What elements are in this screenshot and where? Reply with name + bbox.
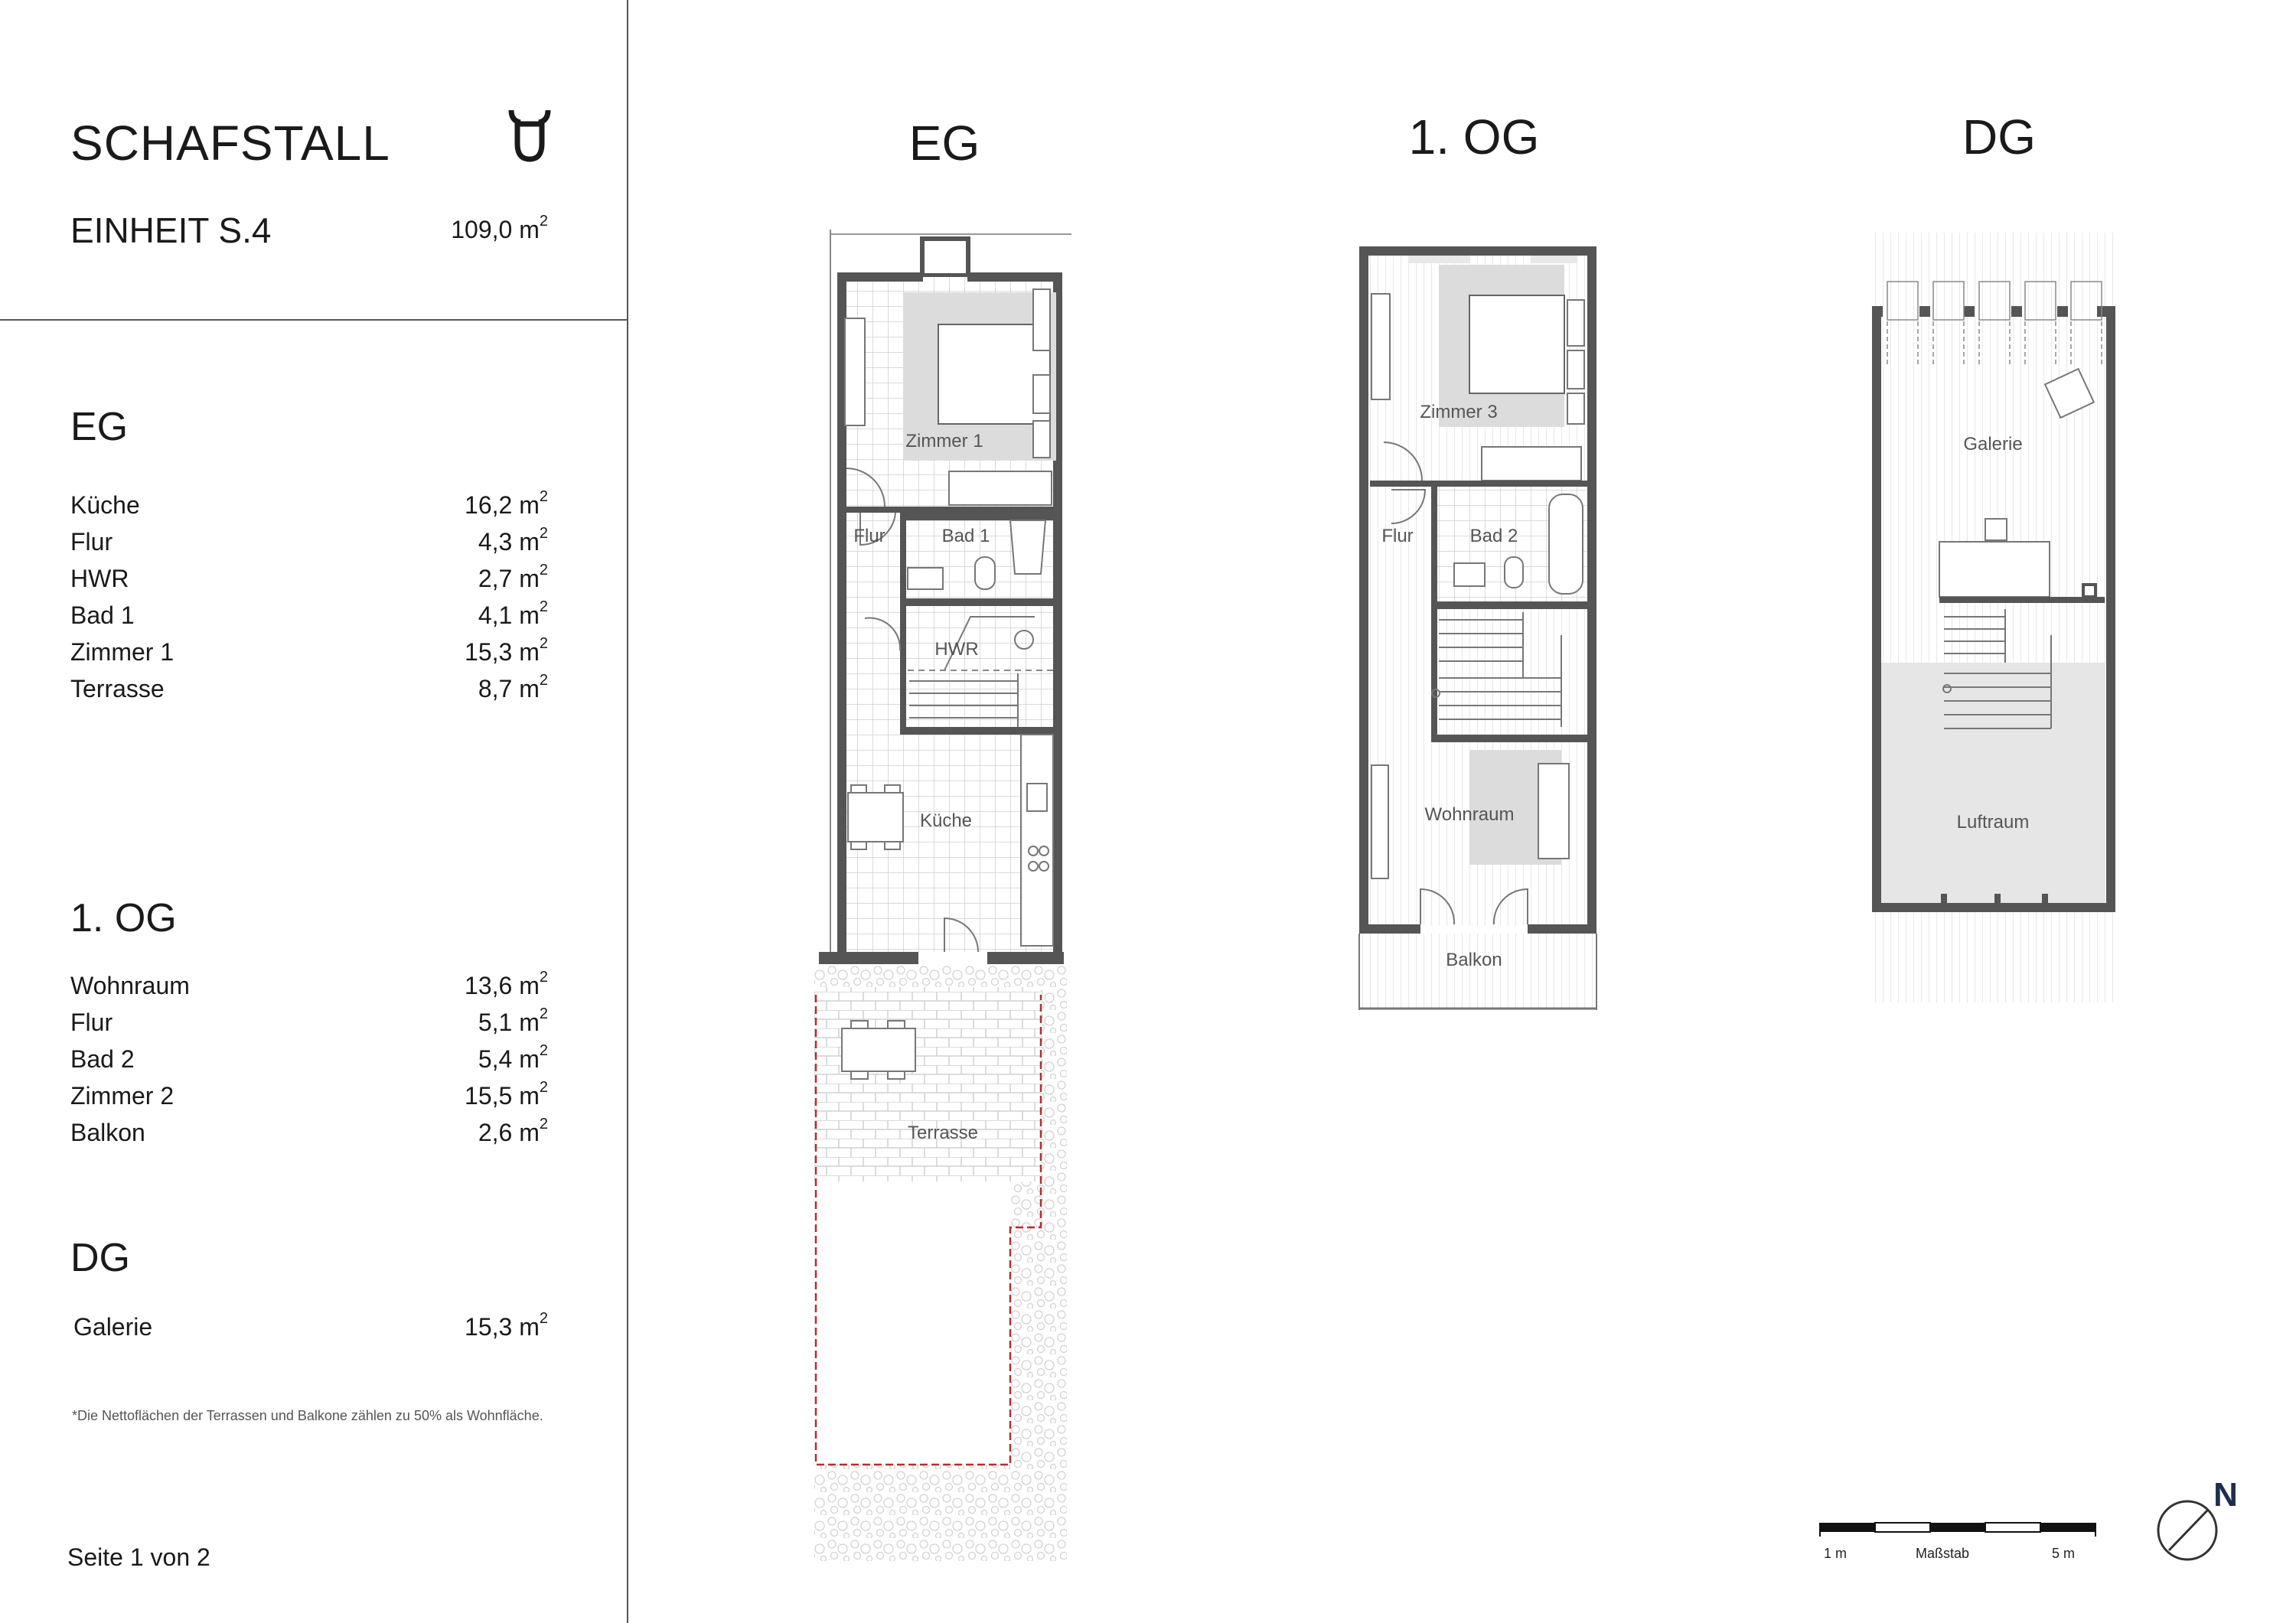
room-label-terrasse: Terrasse [907,1123,979,1143]
sheep-logo-icon [505,104,554,165]
room-row: Bad 2 5,4 $m^2$ [70,1042,548,1073]
floor-plan-og [1355,214,1607,1025]
floor-plan-eg [811,214,1087,1584]
floor-plan-dg [1860,214,2120,1025]
room-label-bad2: Bad 2 [1469,526,1518,546]
scale-label-left: 1 m [1823,1546,1848,1561]
unit-total-area: 109,0 $m^2$ [451,213,548,243]
room-row: Flur 4,3 $m^2$ [70,525,548,556]
floor-heading-dg: DG [1962,109,2036,165]
info-panel [0,0,627,1623]
floor-heading-og: 1. OG [1408,109,1540,165]
scale-label-mid: Maßstab [1915,1546,1970,1561]
room-row: Zimmer 2 15,5 $m^2$ [70,1079,548,1110]
room-row: Flur 5,1 $m^2$ [70,1005,548,1036]
room-label-balkon: Balkon [1446,950,1502,970]
unit-label: EINHEIT S.4 [70,210,272,250]
panel-divider [627,0,628,1623]
room-label-kueche: Küche [919,810,973,831]
footnote: *Die Nettoflächen der Terrassen und Balkone zählen zu 50% als Wohnfläche. [72,1408,543,1423]
room-row: Balkon 2,6 $m^2$ [70,1116,548,1146]
page-indicator: Seite 1 von 2 [67,1543,210,1571]
room-row: Wohnraum 13,6 $m^2$ [70,969,548,999]
room-row: Galerie 15,3 $m^2$ [73,1310,548,1341]
section-heading-og: 1. OG [70,896,177,940]
room-row: Zimmer 1 15,3 $m^2$ [70,635,548,666]
room-label-flur: Flur [853,526,885,546]
north-arrow-icon [2151,1469,2242,1569]
room-label-bad1: Bad 1 [941,526,990,546]
room-row: Küche 16,2 $m^2$ [70,488,548,519]
scale-label-right: 5 m [2051,1546,2076,1561]
header-divider [0,319,627,321]
room-row: Bad 1 4,1 $m^2$ [70,598,548,629]
section-heading-eg: EG [70,405,129,449]
room-row: Terrasse 8,7 $m^2$ [70,672,548,702]
room-label-hwr: HWR [934,639,979,660]
room-label-zimmer3: Zimmer 3 [1420,402,1498,422]
project-title: SCHAFSTALL [70,116,390,171]
floor-heading-eg: EG [908,116,980,171]
scale-bar [1806,1515,2097,1576]
north-label: N [2213,1476,2238,1514]
room-row: HWR 2,7 $m^2$ [70,562,548,592]
section-heading-dg: DG [70,1236,130,1280]
room-label-luftraum: Luftraum [1956,812,2030,833]
room-label-flur: Flur [1381,526,1414,546]
room-label-zimmer1: Zimmer 1 [905,431,983,451]
room-label-wohnraum: Wohnraum [1424,804,1515,825]
room-label-galerie: Galerie [1963,434,2023,455]
